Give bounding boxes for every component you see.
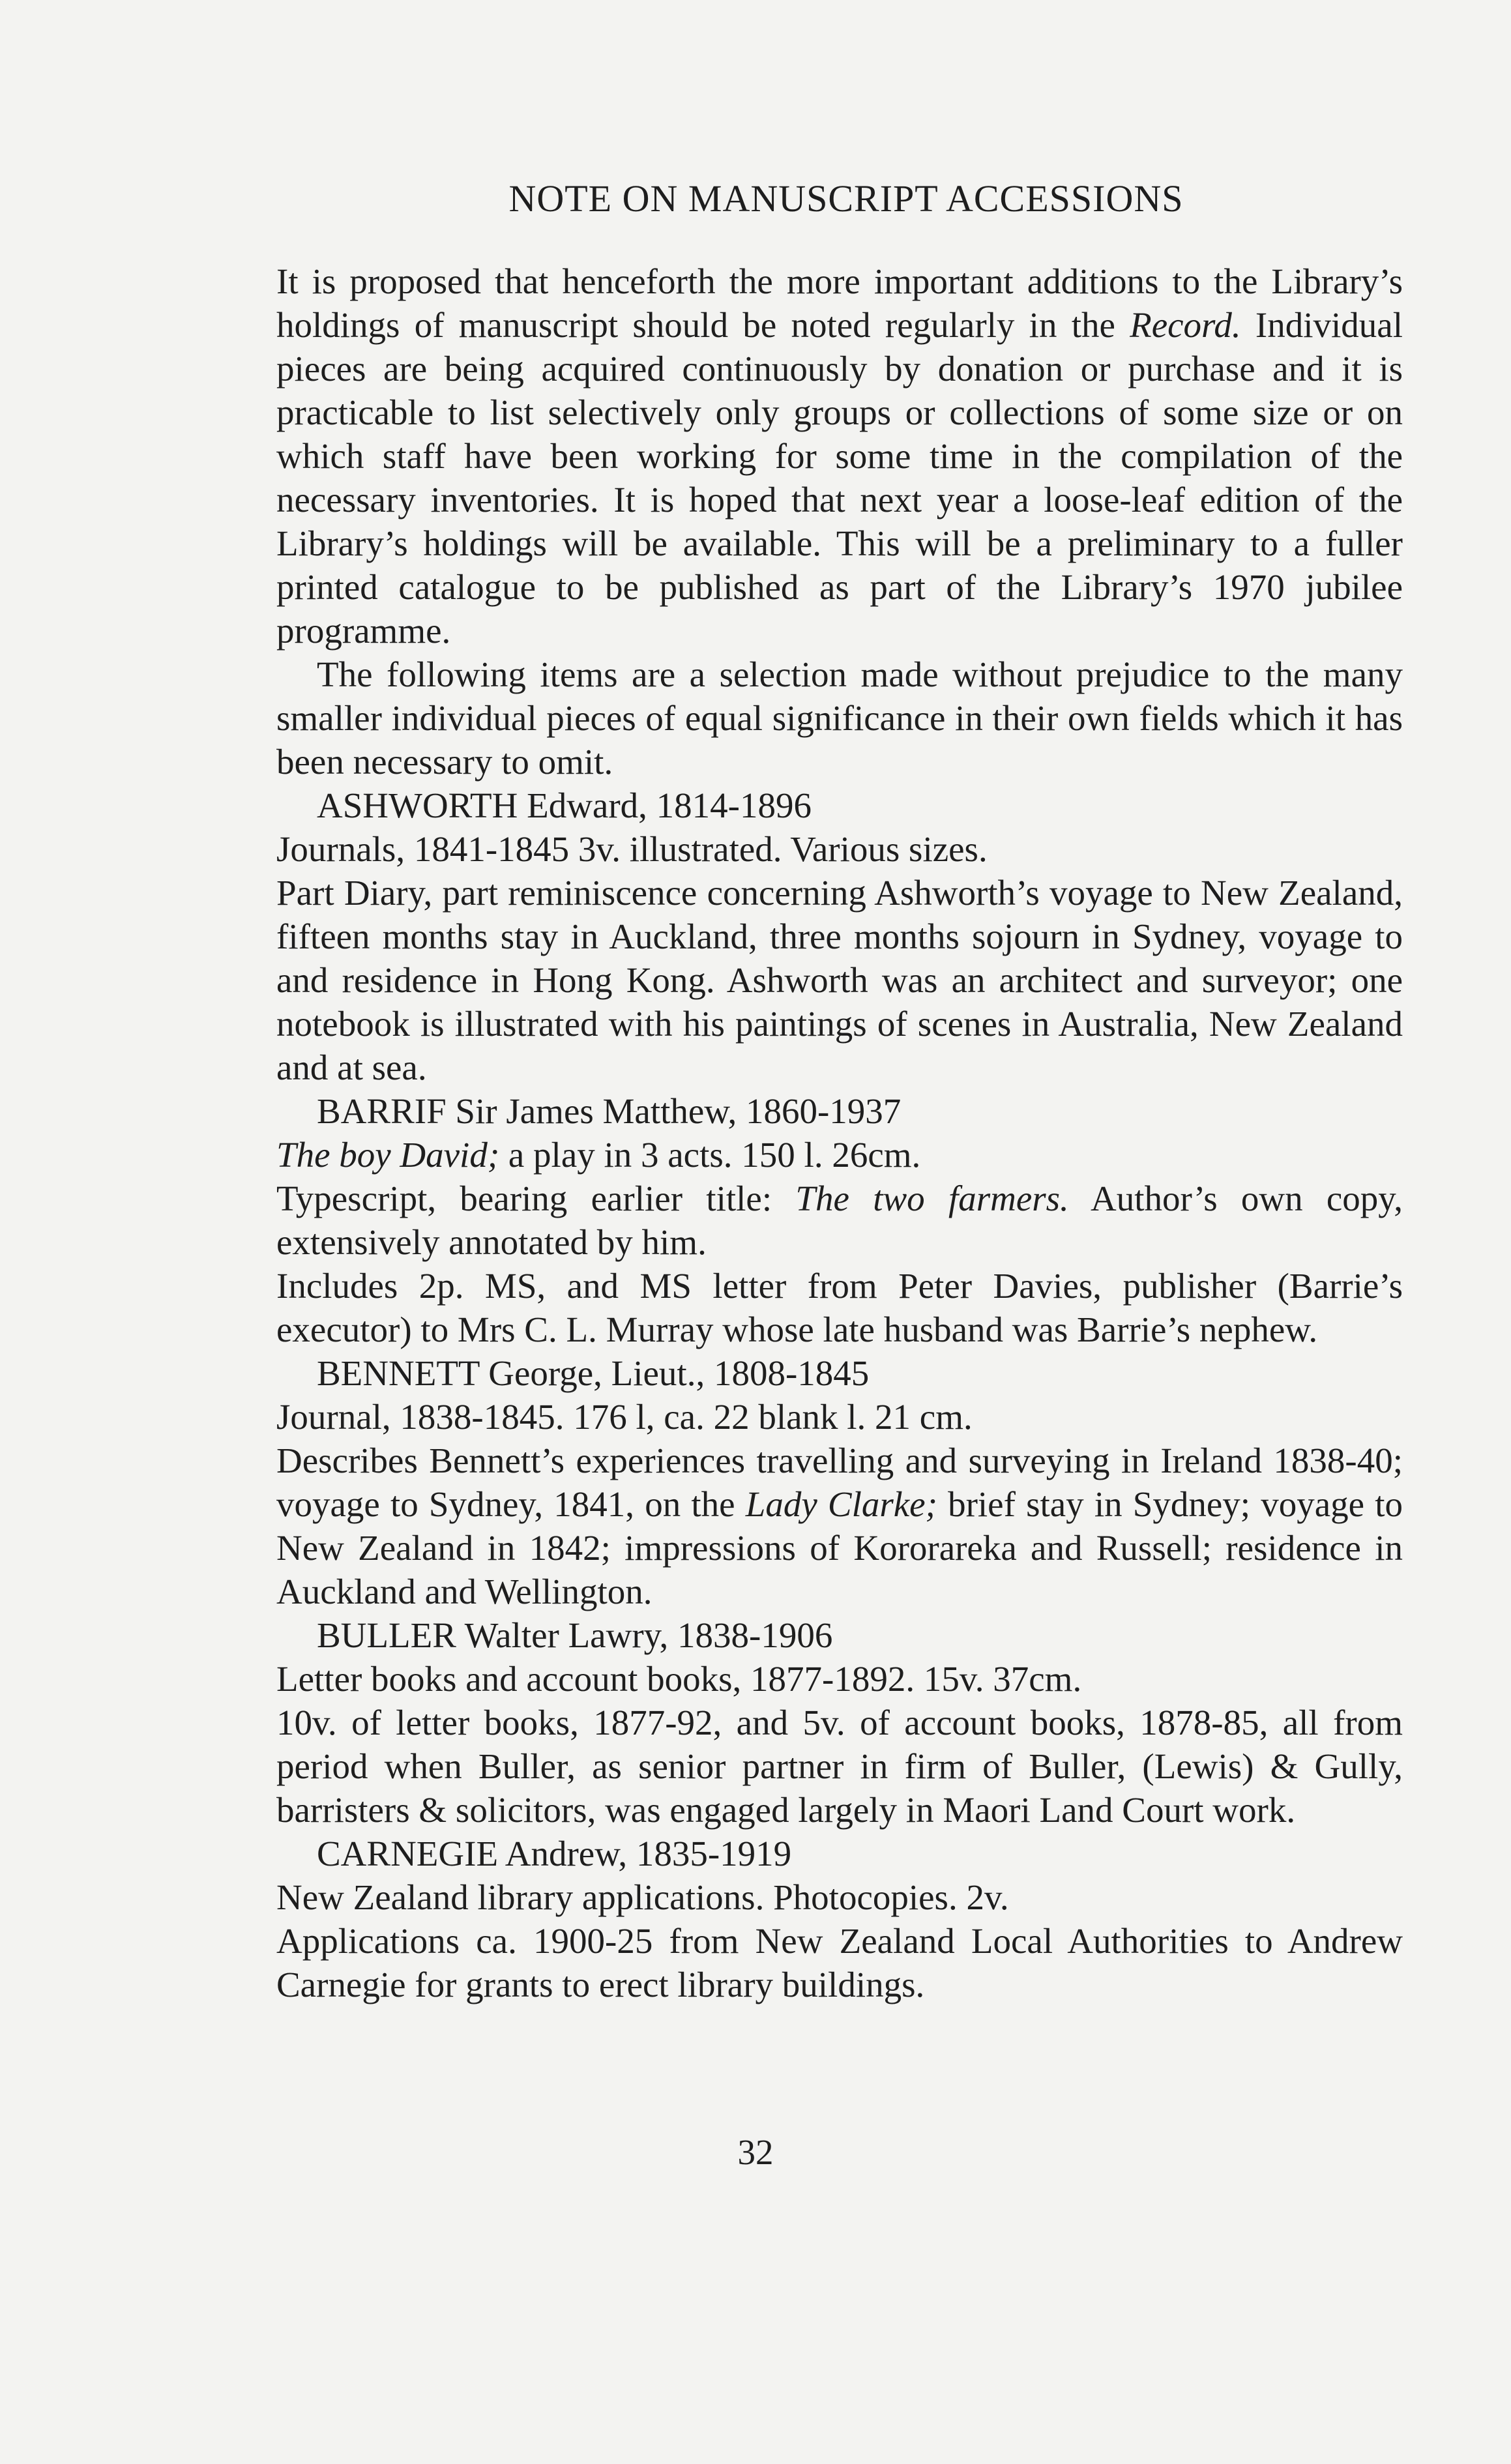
entry-item [276,1133,1403,1177]
ship-name: Lady Clarke; [745,1484,937,1524]
page-body [276,176,1403,2006]
work-title: The boy David; [276,1134,500,1175]
entry-description [276,1177,1403,1264]
entry-heading: ASHWORTH Edward, 1814-1896 [317,785,812,825]
intro-paragraph-2: The following items are a selection made without prejudice to the many smaller individual pieces of equal significance in their own fields which it has been necessary to omit. [276,654,1403,782]
intro-paragraph-1 [276,259,1403,653]
entry-description-2: Includes 2p. MS, and MS letter from Peter Davies, publisher (Barrie’s executor) to Mrs C. L. Murray whose late husband was Barrie’s nephew. [276,1265,1403,1349]
earlier-title: The two farmers. [795,1178,1069,1218]
entry-heading: BULLER Walter Lawry, 1838-1906 [317,1615,833,1655]
page-title: NOTE ON MANUSCRIPT ACCESSIONS [508,177,1184,220]
desc-text-b: Author’s own copy, extensively annotated by him. [276,1178,1403,1262]
page-number: 32 [737,2132,774,2172]
entry-item: New Zealand library applications. Photocopies. 2v. [276,1877,1009,1917]
entry-heading: BENNETT George, Lieut., 1808-1845 [317,1353,870,1393]
desc-text-b: brief stay in Sydney; voyage to New Zealand in 1842; impressions of Kororareka and Russell; residence in Auckland and Wellington. [276,1484,1403,1611]
entry-item: Journals, 1841-1845 3v. illustrated. Various sizes. [276,829,988,869]
entry-heading: BARRIF Sir James Matthew, 1860-1937 [317,1091,902,1131]
record-title: Record. [1130,304,1241,345]
intro-text-1a: It is proposed that henceforth the more important additions to the Library’s holdings of manuscript should be noted regularly in the [276,261,1403,345]
entry-buller [276,1613,1403,1832]
entry-item-rest: a play in 3 acts. 150 l. 26cm. [499,1134,921,1175]
entry-description [276,1439,1403,1613]
entry-description: Applications ca. 1900-25 from New Zealand Local Authorities to Andrew Carnegie for grants to erect library buildings. [276,1920,1403,2004]
entry-item: Journal, 1838-1845. 176 l, ca. 22 blank l. 21 cm. [276,1396,973,1437]
desc-text-a: Describes Bennett’s experiences travelling and surveying in Ireland 1838-40; voyage to Sydney, 1841, on the [276,1440,1403,1524]
desc-text-a: Typescript, bearing earlier title: [276,1178,796,1218]
entry-bennett [276,1351,1403,1613]
entry-barrie [276,1089,1403,1351]
entry-description: 10v. of letter books, 1877-92, and 5v. of account books, 1878-85, all from period when Buller, as senior partner in firm of Buller, (Lewis) & Gully, barristers & solicitors, was engaged largely in Maori Land Court work. [276,1702,1403,1830]
entry-carnegie [276,1832,1403,2006]
entry-description: Part Diary, part reminiscence concerning Ashworth’s voyage to New Zealand, fifteen months stay in Auckland, three months sojourn in Sydney, voyage to and residence in Hong Kong. Ashworth was an architect and surveyor; one notebook is illustrated with his paintings of scenes in Australia, New Zealand and at sea. [276,872,1403,1087]
intro-text-1b: Individual pieces are being acquired continuously by donation or purchase and it is practicable to list selectively only groups or collections of some size or on which staff have been working for some time in the compilation of the necessary inventories. It is hoped that next year a loose-leaf edition of the Library’s holdings will be available. This will be a preliminary to a fuller printed catalogue to be published as part of the Library’s 1970 jubilee programme. [276,304,1403,651]
entry-item: Letter books and account books, 1877-1892. 15v. 37cm. [276,1658,1082,1699]
entry-heading: CARNEGIE Andrew, 1835-1919 [317,1833,792,1873]
entry-ashworth [276,784,1403,1089]
